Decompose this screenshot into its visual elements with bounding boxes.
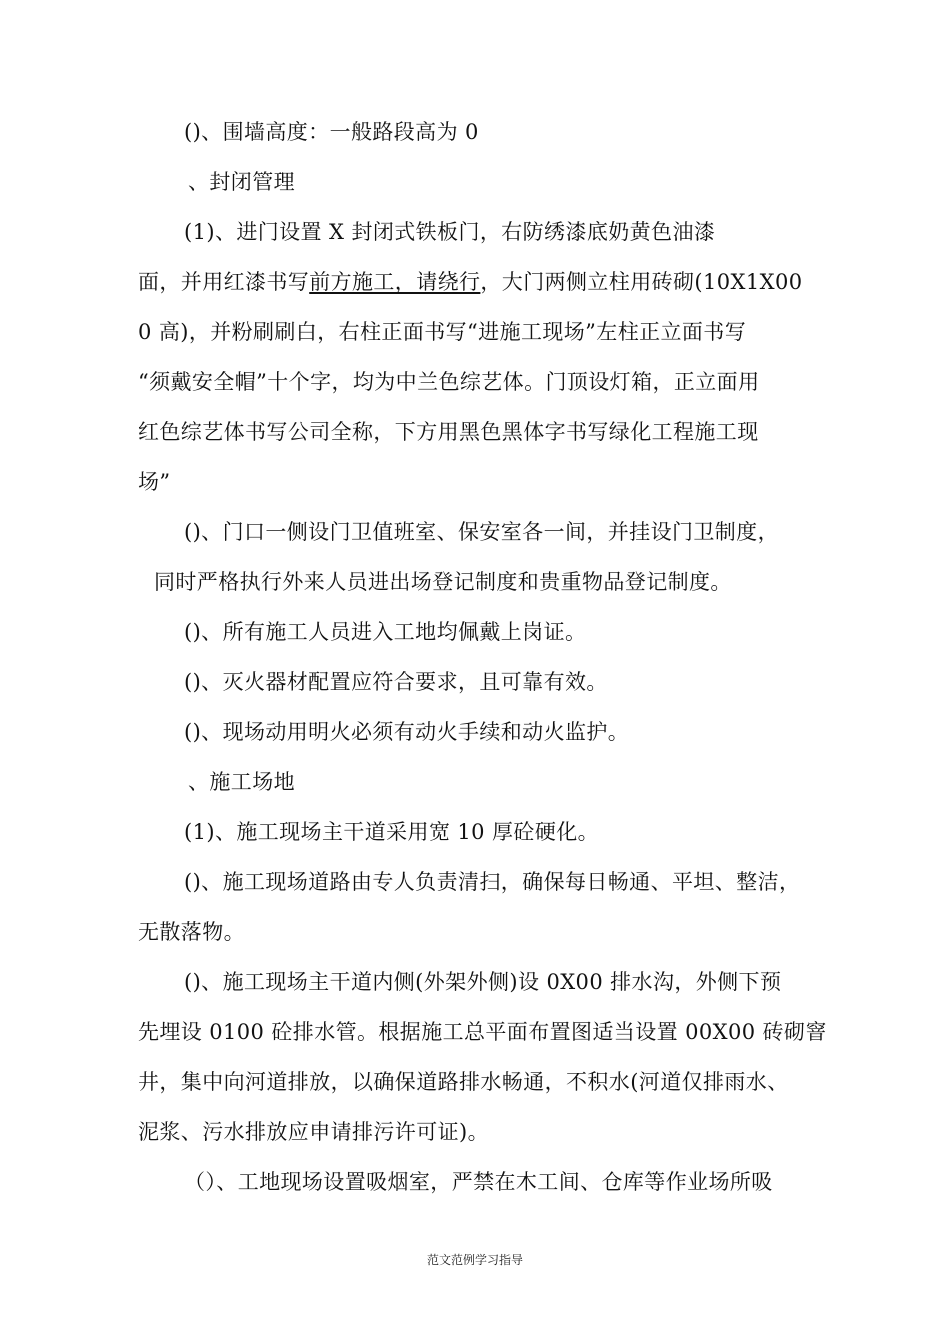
line-drainage-ditch: ()、施工现场主干道内侧(外架外侧)设 0X00 排水沟，外侧下预	[184, 970, 782, 994]
line-road-cleaning: ()、施工现场道路由专人负责清扫，确保每日畅通、平坦、整洁，	[184, 870, 801, 894]
text-segment: 面，并用红漆书写	[138, 270, 310, 294]
line-worker-badge: ()、所有施工人员进入工地均佩戴上岗证。	[184, 620, 587, 644]
line-sewage-permit: 泥浆、污水排放应申请排污许可证)。	[138, 1120, 489, 1144]
line-gate-paint	[138, 269, 803, 295]
line-river-discharge: 井，集中向河道排放，以确保道路排水畅通，不积水(河道仅排雨水、	[138, 1070, 789, 1094]
line-company-name: 红色综艺体书写公司全称，下方用黑色黑体字书写绿化工程施工现	[138, 420, 759, 444]
line-smoking-room: （）、工地现场设置吸烟室，严禁在木工间、仓库等作业场所吸	[184, 1170, 773, 1194]
line-open-fire: ()、现场动用明火必须有动火手续和动火监护。	[184, 720, 630, 744]
underlined-text: 前方施工，请绕行	[309, 270, 481, 294]
heading-closed-management: 、封闭管理	[188, 170, 295, 194]
text-segment: ，大门两侧立柱用砖砌(10X1X00	[480, 270, 803, 294]
page-footer: 范文范例学习指导	[426, 1253, 523, 1267]
line-visitor-registration: 同时严格执行外来人员进出场登记制度和贵重物品登记制度。	[154, 570, 732, 594]
line-main-road: (1)、施工现场主干道采用宽 10 厚砼硬化。	[184, 820, 600, 844]
line-site-end: 场”	[138, 470, 171, 494]
line-drain-pipe: 先埋设 0100 砼排水管。根据施工总平面布置图适当设置 00X00 砖砌窨	[138, 1020, 827, 1044]
line-helmet-text: “须戴安全帽”十个字，均为中兰色综艺体。门顶设灯箱，正立面用	[138, 370, 760, 394]
line-wall-height: ()、围墙高度：一般路段高为 0	[184, 120, 479, 144]
line-fire-equipment: ()、灭火器材配置应符合要求，且可靠有效。	[184, 670, 608, 694]
heading-construction-site: 、施工场地	[188, 770, 295, 794]
line-gate-setup: (1)、进门设置 X 封闭式铁板门，右防绣漆底奶黄色油漆	[184, 220, 716, 244]
line-no-debris: 无散落物。	[138, 920, 245, 944]
line-pillar-text: 0 高)，并粉刷刷白，右柱正面书写“进施工现场”左柱正立面书写	[138, 320, 747, 344]
line-guard-room: ()、门口一侧设门卫值班室、保安室各一间，并挂设门卫制度，	[184, 520, 779, 544]
